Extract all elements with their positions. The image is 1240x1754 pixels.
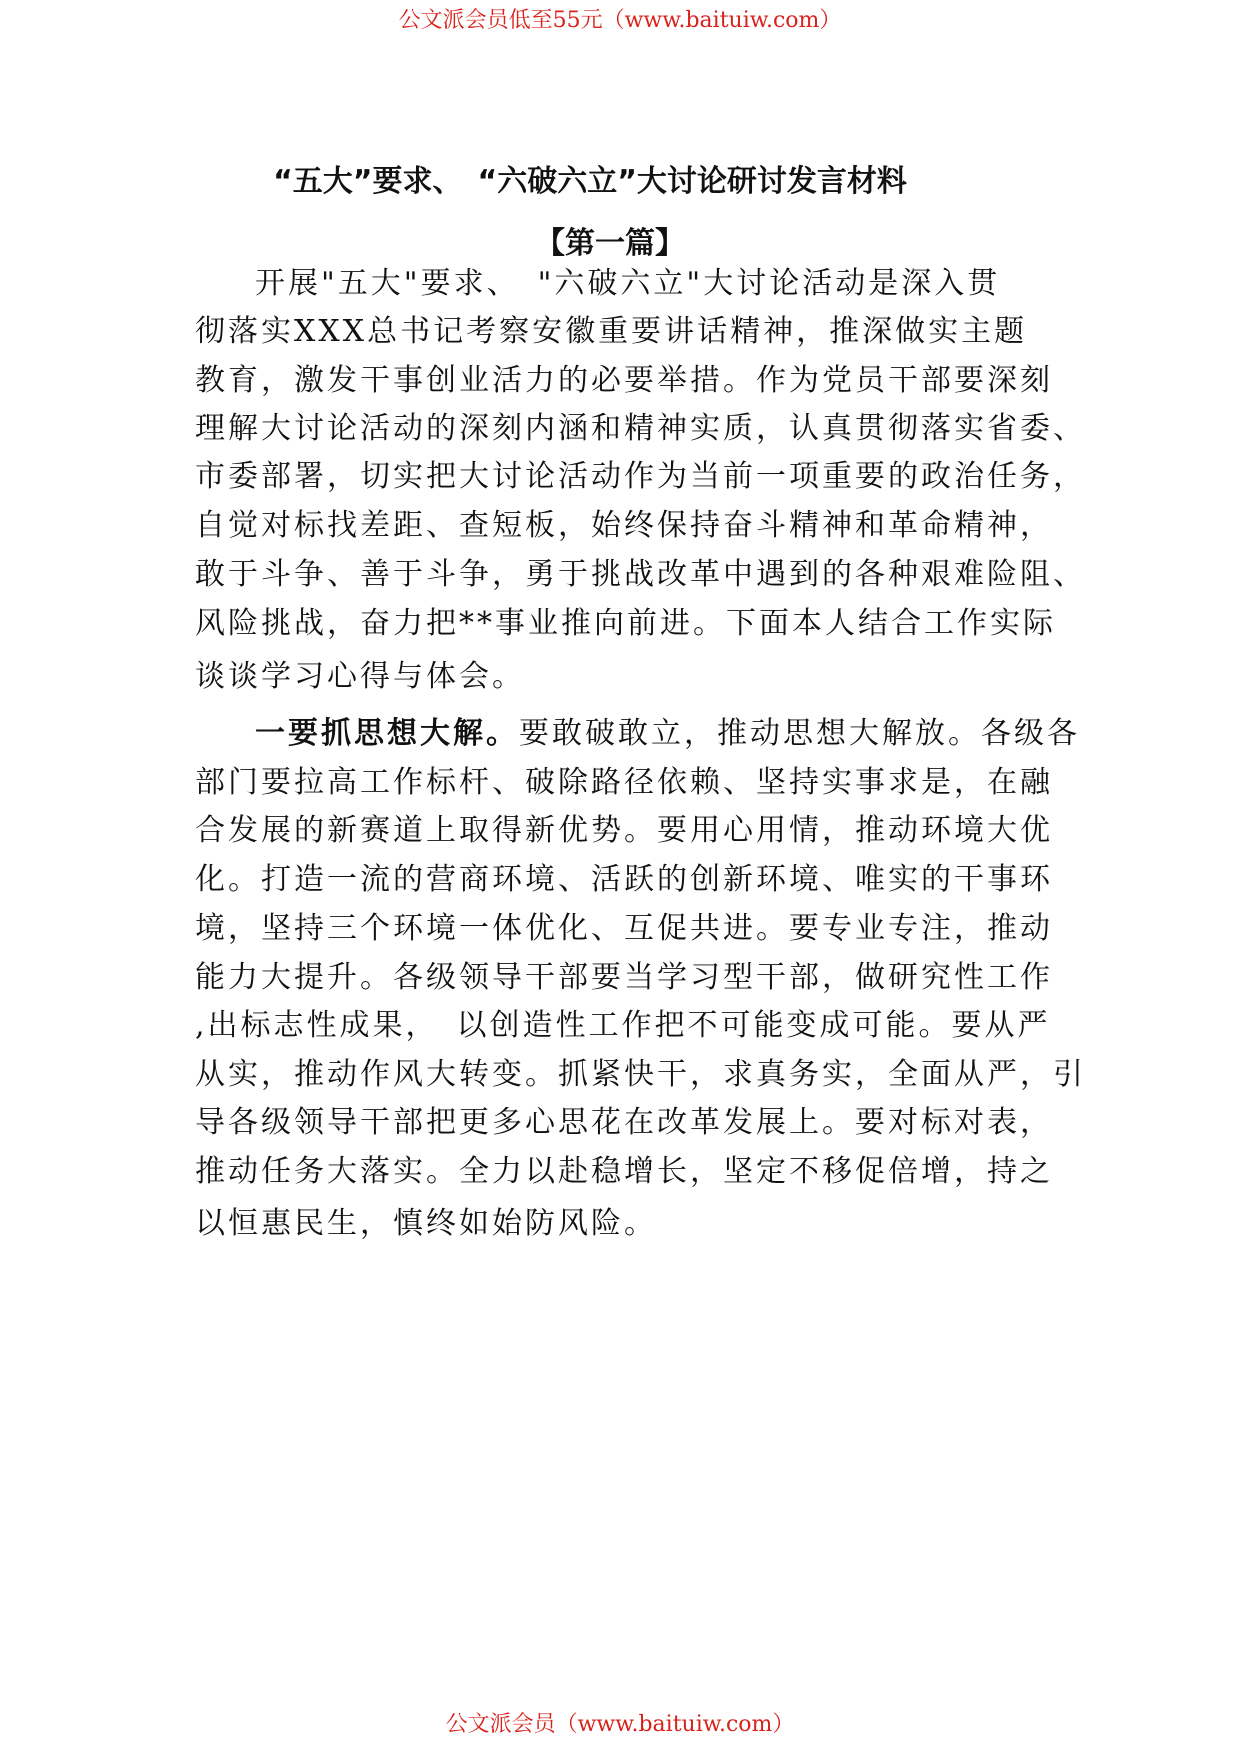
paragraph-line: ,出标志性成果， 以创造性工作把不可能变成可能。要从严 [195, 1008, 1051, 1043]
paragraph-line: 推动任务大落实。全力以赴稳增长，坚定不移促倍增，持之 [195, 1154, 1053, 1189]
paragraph-line: 以恒惠民生，慎终如始防风险。 [195, 1206, 657, 1241]
footer-watermark: 公文派会员（www.baituiw.com） [445, 1712, 795, 1737]
document-title: “五大”要求、 “六破六立”大讨论研讨发言材料 [273, 164, 907, 199]
paragraph-line: 合发展的新赛道上取得新优势。要用心用情，推动环境大优 [195, 813, 1053, 848]
paragraph-line: 部门要拉高工作标杆、破除路径依赖、坚持实事求是，在融 [195, 765, 1053, 800]
paragraph-lead: 一要抓思想大解。 [255, 716, 519, 751]
paragraph-line: 谈谈学习心得与体会。 [195, 659, 525, 694]
paragraph-line: 能力大提升。各级领导干部要当学习型干部，做研究性工作 [195, 960, 1053, 995]
paragraph-line: 自觉对标找差距、查短板，始终保持奋斗精神和革命精神， [195, 508, 1053, 543]
paragraph-line: 敢于斗争、善于斗争，勇于挑战改革中遇到的各种艰难险阻、 [195, 557, 1086, 592]
paragraph-line: 教育，激发干事创业活力的必要举措。作为党员干部要深刻 [195, 363, 1053, 398]
paragraph-line: 境，坚持三个环境一体优化、互促共进。要专业专注，推动 [195, 911, 1053, 946]
paragraph-line: 彻落实XXX总书记考察安徽重要讲话精神，推深做实主题 [195, 314, 1028, 349]
paragraph-line: 理解大讨论活动的深刻内涵和精神实质，认真贯彻落实省委、 [195, 411, 1086, 446]
paragraph-line: 从实，推动作风大转变。抓紧快干，求真务实，全面从严，引 [195, 1057, 1086, 1092]
paragraph-line: 导各级领导干部把更多心思花在改革发展上。要对标对表， [195, 1105, 1053, 1140]
paragraph-line [255, 714, 1080, 754]
paragraph-line: 化。打造一流的营商环境、活跃的创新环境、唯实的干事环 [195, 862, 1053, 897]
paragraph-lead-rest: 要敢破敢立，推动思想大解放。各级各 [519, 716, 1080, 751]
paragraph-line: 市委部署，切实把大讨论活动作为当前一项重要的政治任务， [195, 459, 1086, 494]
paragraph-line: 开展"五大"要求、 "六破六立"大讨论活动是深入贯 [255, 266, 1001, 301]
paragraph-line: 风险挑战，奋力把**事业推向前进。下面本人结合工作实际 [195, 606, 1056, 641]
document-subtitle: 【第一篇】 [535, 226, 685, 261]
header-watermark: 公文派会员低至55元（www.baituiw.com） [398, 8, 842, 33]
